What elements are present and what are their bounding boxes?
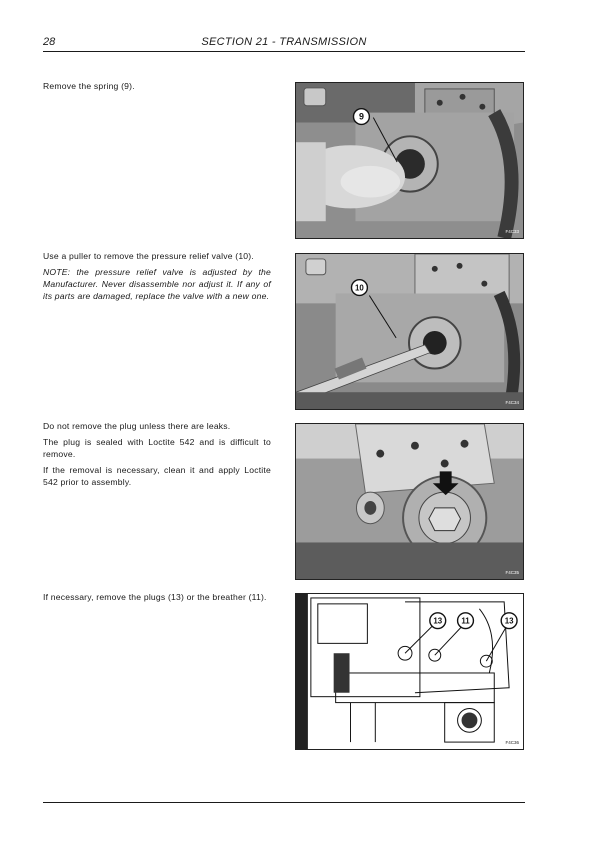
paragraph: Use a puller to remove the pressure relief valve (10). [43,251,254,261]
callout-13: 13 [504,616,514,626]
paragraph: Remove the spring (9). [43,81,135,91]
figure-label: F4C33 [505,229,519,234]
figure-label: F4C35 [505,570,519,575]
photo-relief-valve [295,253,524,410]
photo-plug [295,423,524,580]
section-title: SECTION 21 - TRANSMISSION [201,36,367,48]
page-number: 28 [43,36,56,48]
callout-10: 10 [355,283,364,293]
paragraph: The plug is sealed with Loctite 542 and is difficult to remove. [43,437,271,459]
paragraph: If the removal is necessary, clean it and apply Loctite 542 prior to assembly. [43,465,271,487]
paragraph: If necessary, remove the plugs (13) or the breather (11). [43,592,267,602]
instruction-plug [43,420,271,492]
note-paragraph: NOTE: the pressure relief valve is adjusted by the Manufacturer. Never disassemble nor adjust it. If any of its parts are damaged, replace the valve with a new one. [43,267,271,301]
photo-remove-spring [295,82,524,239]
header-rule [43,51,525,52]
figure-label: F4C36 [505,740,519,745]
figure-label: F4C34 [505,400,519,405]
instruction-remove-relief-valve [43,250,271,306]
callout-11: 11 [461,616,470,626]
paragraph: Do not remove the plug unless there are leaks. [43,421,231,431]
callout-9: 9 [358,111,364,122]
instruction-plugs-breather [43,591,271,607]
footer-rule [43,802,525,803]
illustration-plugs-breather [295,593,524,750]
callout-13: 13 [433,616,443,626]
instruction-remove-spring [43,80,271,96]
